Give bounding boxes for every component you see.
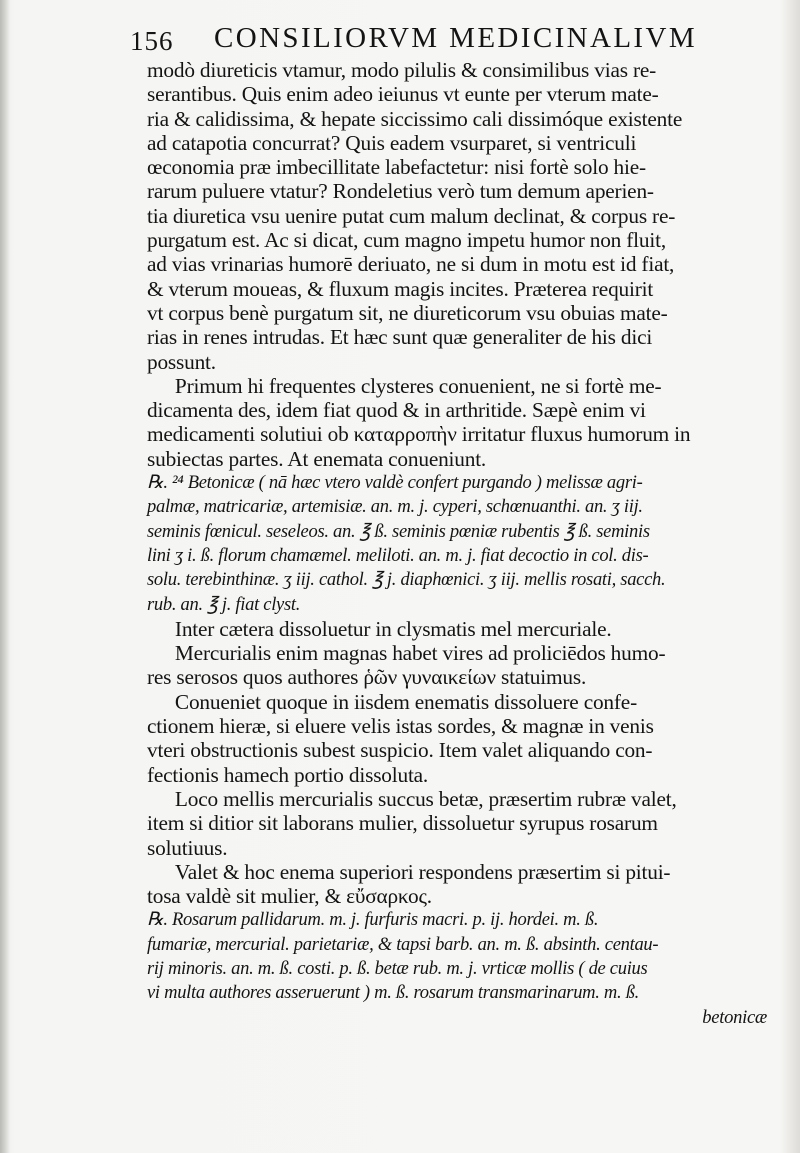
text-line: ctionem hieræ, si eluere velis istas sordes, & magnæ in venis — [147, 714, 654, 739]
text-line: vi multa authores asseruerunt ) m. ß. rosarum transmarinarum. m. ß. — [147, 982, 640, 1004]
text-line: Conueniet quoque in iisdem enematis dissoluere confe- — [174, 689, 637, 714]
text-line: tia diuretica vsu uenire putat cum malum declinat, & corpus re- — [147, 203, 676, 228]
text-line: Primum hi frequentes clysteres conuenient, ne si fortè me- — [174, 373, 662, 398]
text-line: purgatum est. Ac si dicat, cum magno impetu humor non fluit, — [147, 228, 666, 253]
text-line: ria & calidissima, & hepate siccissimo cali dissimóque existente — [147, 106, 683, 131]
text-line: medicamenti solutiui ob καταρροπὴν irritatur fluxus humorum in — [147, 422, 691, 447]
text-line: vteri obstructionis subest suspicio. Item valet aliquando con- — [147, 738, 653, 763]
text-line: rarum puluere vtatur? Rondeletius verò tum demum aperien- — [147, 179, 654, 204]
text-line: possunt. — [147, 349, 216, 374]
text-line: vt corpus benè purgatum sit, ne diureticorum vsu obuias mate- — [147, 300, 668, 325]
running-head: CONSILIORVM MEDICINALIVM — [214, 22, 698, 54]
text-line: modò diureticis vtamur, modo pilulis & consimilibus vias re- — [147, 58, 657, 82]
text-line: rij minoris. an. m. ß. costi. p. ß. betæ rub. m. j. vrticæ mollis ( de cuius — [147, 957, 648, 979]
text-line: betonicæ — [702, 1006, 767, 1028]
text-line: ℞. Rosarum pallidarum. m. j. furfuris macri. p. ij. hordei. m. ß. — [147, 909, 599, 931]
text-line: Mercurialis enim magnas habet vires ad proliciēdos humo- — [174, 641, 666, 666]
text-line: œconomia præ imbecillitate labefactetur: nisi fortè solo hie- — [147, 155, 646, 180]
text-line: res serosos quos authores ῥῶν γυναικείων statuimus. — [147, 665, 587, 690]
page-number: 156 — [130, 26, 174, 56]
text-line: ad vias vrinarias humorē deriuato, ne si dum in motu est id fiat, — [147, 252, 675, 277]
text-line: subiectas partes. At enemata conueniunt. — [147, 446, 487, 471]
text-line: serantibus. Quis enim adeo ieiunus vt eunte per vterum mate- — [147, 82, 659, 107]
text-line: item si ditior sit laborans mulier, dissoluetur syrupus rosarum — [147, 811, 658, 836]
text-line: rias in renes intrudas. Et hæc sunt quæ generaliter de his dici — [147, 325, 653, 350]
text-line: solu. terebinthinæ. ʒ iij. cathol. ℥ j. diaphœnici. ʒ iij. mellis rosati, sacch. — [147, 569, 666, 591]
text-line: ℞. ²⁴ Betonicæ ( nā hæc vtero valdè confert purgando ) melissæ agri- — [147, 472, 643, 494]
text-line: Loco mellis mercurialis succus betæ, præsertim rubræ valet, — [174, 786, 677, 811]
body-text — [147, 58, 767, 1030]
text-line: solutiuus. — [147, 835, 228, 860]
text-line: Inter cætera dissoluetur in clysmatis mel mercuriale. — [174, 616, 612, 641]
text-line: rub. an. ℥ j. fiat clyst. — [147, 593, 301, 615]
text-line: seminis fœnicul. seseleos. an. ℥ ß. seminis pœniæ rubentis ℥ ß. seminis — [147, 520, 650, 542]
gutter-shadow — [0, 0, 10, 1153]
text-line: & vterum moueas, & fluxum magis incites. Præterea requirit — [147, 276, 654, 301]
text-line: lini ʒ i. ß. florum chamæmel. meliloti. an. m. j. fiat decoctio in col. dis- — [147, 544, 649, 566]
text-line: dicamenta des, idem fiat quod & in arthritide. Sæpè enim vi — [147, 398, 646, 423]
text-line: Valet & hoc enema superiori respondens præsertim si pitui- — [174, 859, 671, 884]
text-line: fectionis hamech portio dissoluta. — [147, 762, 429, 787]
text-line: tosa valdè sit mulier, & εὔσαρκος. — [147, 884, 432, 909]
text-line: fumariæ, mercurial. parietariæ, & tapsi barb. an. m. ß. absinth. centau- — [147, 933, 659, 955]
text-line: ad catapotia concurrat? Quis eadem vsurparet, si ventriculi — [147, 130, 637, 155]
text-line: palmæ, matricariæ, artemisiæ. an. m. j. cyperi, schœnuanthi. an. ʒ iij. — [147, 496, 643, 518]
